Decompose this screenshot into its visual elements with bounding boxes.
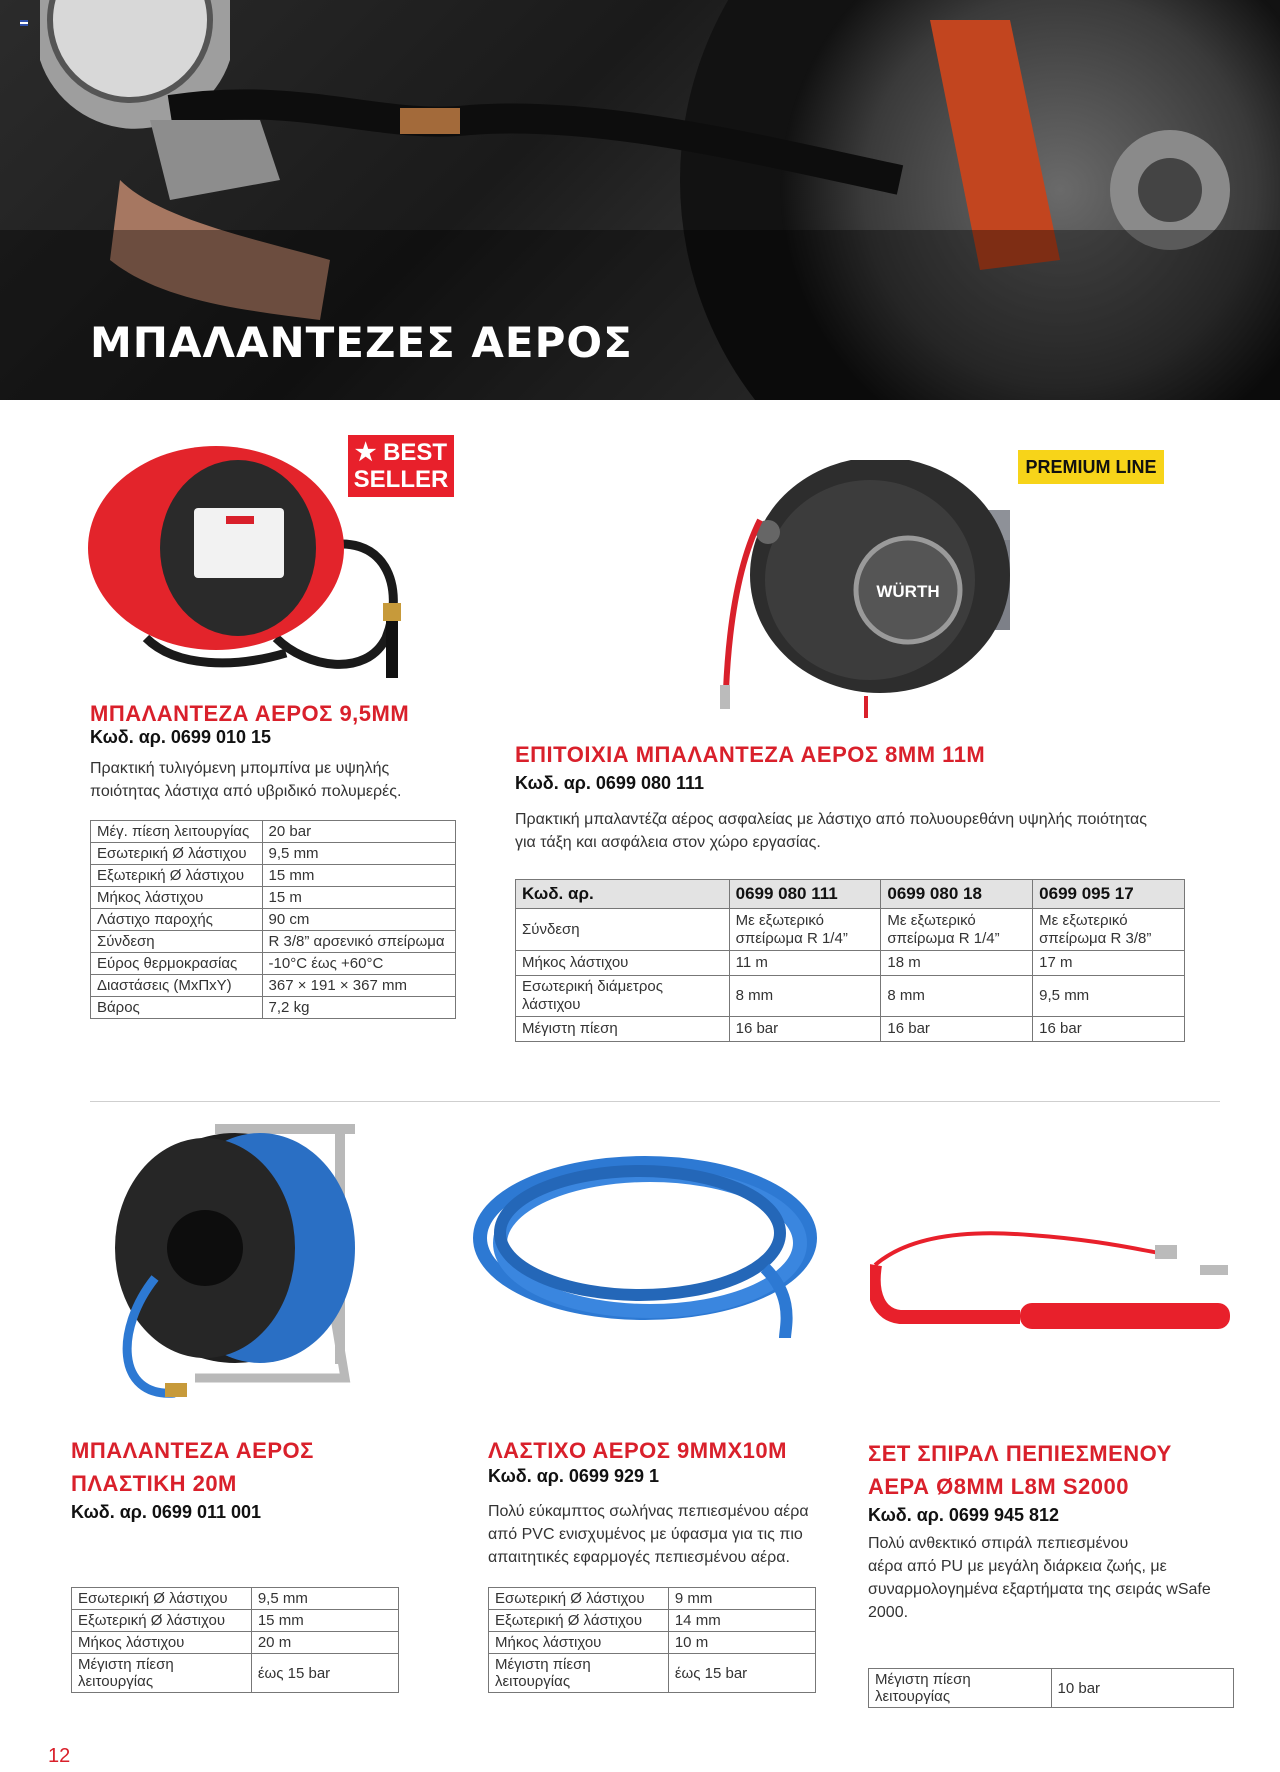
- comparison-value: 16 bar: [729, 1017, 881, 1042]
- comparison-label: Σύνδεση: [516, 909, 730, 951]
- spec-label: Μέγιστη πίεση λειτουργίας: [489, 1654, 669, 1693]
- spec-label: Εξωτερική Ø λάστιχου: [489, 1610, 669, 1632]
- spec-value: έως 15 bar: [668, 1654, 815, 1693]
- comparison-table: [515, 879, 1185, 1042]
- flag-icon: [20, 20, 28, 26]
- spec-row: [91, 931, 456, 953]
- product-title: ΜΠΑΛΑΝΤΕΖΑ ΑΕΡΟΣ 9,5ΜΜ: [90, 701, 410, 726]
- page-number: 12: [48, 1745, 71, 1767]
- comparison-value: Με εξωτερικό σπείρωμα R 1/4”: [881, 909, 1033, 951]
- comparison-value: 17 m: [1033, 951, 1185, 976]
- spec-value: 20 bar: [262, 821, 455, 843]
- spec-row: [91, 887, 456, 909]
- spec-label: Μήκος λάστιχου: [489, 1632, 669, 1654]
- spec-row: [72, 1610, 399, 1632]
- spec-value: 9 mm: [668, 1588, 815, 1610]
- product-title: ΕΠΙΤΟΙΧΙΑ ΜΠΑΛΑΝΤΕΖΑ ΑΕΡΟΣ 8ΜΜ 11Μ: [515, 742, 986, 767]
- spec-row: [489, 1588, 816, 1610]
- comparison-value: 18 m: [881, 951, 1033, 976]
- description-line: Πρακτική τυλιγόμενη μπομπίνα με υψηλής: [90, 760, 390, 777]
- best-seller-line2: SELLER: [353, 466, 449, 493]
- spec-row: [91, 909, 456, 931]
- spec-value: 10 bar: [1051, 1669, 1234, 1708]
- spec-row: [72, 1654, 399, 1693]
- spec-value: 15 mm: [251, 1610, 398, 1632]
- description-line: απαιτητικές εφαρμογές πεπιεσμένου αέρα.: [488, 1549, 790, 1566]
- product-code: Κωδ. αρ. 0699 011 001: [71, 1502, 262, 1522]
- product-code: Κωδ. αρ. 0699 010 15: [90, 727, 272, 747]
- spec-row: [91, 843, 456, 865]
- spec-value: 20 m: [251, 1632, 398, 1654]
- spec-table: [868, 1668, 1234, 1708]
- product-title: ΛΑΣΤΙΧΟ ΑΕΡΟΣ 9ΜΜΧ10Μ: [488, 1438, 787, 1463]
- comparison-header-cell: 0699 080 111: [729, 880, 881, 909]
- spec-value: -10°C έως +60°C: [262, 953, 455, 975]
- comparison-label: Μήκος λάστιχου: [516, 951, 730, 976]
- spec-table: [90, 820, 456, 1019]
- product-image-reel-wall: [720, 460, 1030, 725]
- spec-label: Εξωτερική Ø λάστιχου: [91, 865, 263, 887]
- product-description: [515, 808, 1147, 854]
- comparison-header-row: [516, 880, 1185, 909]
- spec-value: R 3/8” αρσενικό σπείρωμα: [262, 931, 455, 953]
- product-image-hose: [465, 1148, 830, 1348]
- title-line: ΠΛΑΣΤΙΚΗ 20Μ: [71, 1471, 237, 1496]
- spec-label: Σύνδεση: [91, 931, 263, 953]
- spec-row: [489, 1654, 816, 1693]
- comparison-row: [516, 1017, 1185, 1042]
- product-code: Κωδ. αρ. 0699 080 111: [515, 773, 705, 793]
- description-line: 2000.: [868, 1604, 909, 1621]
- comparison-label: Εσωτερική διάμετρος λάστιχου: [516, 976, 730, 1017]
- comparison-header-cell: 0699 080 18: [881, 880, 1033, 909]
- title-line: ΣΕΤ ΣΠΙΡΑΛ ΠΕΠΙΕΣΜΕΝΟΥ: [868, 1441, 1172, 1466]
- hero-banner: [0, 0, 1280, 400]
- comparison-row: [516, 951, 1185, 976]
- spec-row: [72, 1632, 399, 1654]
- description-line: Πολύ εύκαμπτος σωλήνας πεπιεσμένου αέρα: [488, 1503, 809, 1520]
- product-description: [868, 1532, 1211, 1624]
- spec-value: 10 m: [668, 1632, 815, 1654]
- spec-row: [489, 1610, 816, 1632]
- spec-label: Εσωτερική Ø λάστιχου: [489, 1588, 669, 1610]
- spec-label: Μέγιστη πίεση λειτουργίας: [869, 1669, 1052, 1708]
- spec-label: Μέγιστη πίεση λειτουργίας: [72, 1654, 252, 1693]
- title-line: ΑΕΡΑ Ø8ΜΜ L8M S2000: [868, 1474, 1129, 1499]
- spec-row: [91, 821, 456, 843]
- spec-value: 367 × 191 × 367 mm: [262, 975, 455, 997]
- comparison-header-cell: 0699 095 17: [1033, 880, 1185, 909]
- spec-value: 15 mm: [262, 865, 455, 887]
- spec-value: 15 m: [262, 887, 455, 909]
- spec-label: Εύρος θερμοκρασίας: [91, 953, 263, 975]
- description-line: αέρα από PU με μεγάλη διάρκεια ζωής, με: [868, 1558, 1167, 1575]
- spec-row: [72, 1588, 399, 1610]
- spec-value: έως 15 bar: [251, 1654, 398, 1693]
- spec-row: [91, 975, 456, 997]
- product-description: [488, 1500, 809, 1569]
- brand-logo: WÜRTH: [876, 582, 940, 601]
- title-line: ΜΠΑΛΑΝΤΕΖΑ ΑΕΡΟΣ: [71, 1438, 314, 1463]
- product-image-reel-plastic: [95, 1118, 365, 1408]
- spec-table: [71, 1587, 399, 1693]
- spec-row: [91, 997, 456, 1019]
- spec-value: 7,2 kg: [262, 997, 455, 1019]
- product-code: Κωδ. αρ. 0699 929 1: [488, 1466, 659, 1486]
- description-line: Πολύ ανθεκτικό σπιράλ πεπιεσμένου: [868, 1535, 1129, 1552]
- spec-row: [489, 1632, 816, 1654]
- product-description: [90, 757, 401, 803]
- description-line: ποιότητας λάστιχα από υβριδικό πολυμερές.: [90, 783, 402, 800]
- best-seller-badge: [348, 435, 454, 497]
- section-divider: [90, 1101, 1220, 1102]
- spec-label: Μήκος λάστιχου: [91, 887, 263, 909]
- description-line: από PVC ενισχυμένος με ύφασμα για τις πιο: [488, 1526, 803, 1543]
- best-seller-line1: ★ BEST: [354, 439, 448, 466]
- comparison-value: Με εξωτερικό σπείρωμα R 3/8”: [1033, 909, 1185, 951]
- spec-label: Εσωτερική Ø λάστιχου: [91, 843, 263, 865]
- comparison-row: [516, 976, 1185, 1017]
- product-code: Κωδ. αρ. 0699 945 812: [868, 1505, 1060, 1525]
- spec-label: Λάστιχο παροχής: [91, 909, 263, 931]
- product-image-spiral-hose: [870, 1225, 1235, 1335]
- description-line: για τάξη και ασφάλεια στον χώρο εργασίας.: [515, 834, 821, 851]
- comparison-row: [516, 909, 1185, 951]
- spec-table: [488, 1587, 816, 1693]
- comparison-value: 11 m: [729, 951, 881, 976]
- spec-row: [869, 1669, 1234, 1708]
- spec-row: [91, 953, 456, 975]
- description-line: Πρακτική μπαλαντέζα αέρος ασφαλείας με λάστιχο από πολυουρεθάνη υψηλής ποιότητας: [515, 811, 1147, 828]
- spec-label: Μέγ. πίεση λειτουργίας: [91, 821, 263, 843]
- product-title: [71, 1434, 314, 1500]
- comparison-header-cell: Κωδ. αρ.: [516, 880, 730, 909]
- spec-label: Μήκος λάστιχου: [72, 1632, 252, 1654]
- page-title: ΜΠΑΛΑΝΤΕΖΕΣ ΑΕΡΟΣ: [90, 318, 633, 367]
- comparison-value: 8 mm: [881, 976, 1033, 1017]
- comparison-value: 8 mm: [729, 976, 881, 1017]
- spec-value: 90 cm: [262, 909, 455, 931]
- spec-label: Διαστάσεις (ΜxΠxΥ): [91, 975, 263, 997]
- spec-row: [91, 865, 456, 887]
- comparison-value: 16 bar: [1033, 1017, 1185, 1042]
- description-line: συναρμολογημένα εξαρτήματα της σειράς wSafe: [868, 1581, 1211, 1598]
- spec-value: 9,5 mm: [262, 843, 455, 865]
- comparison-label: Μέγιστη πίεση: [516, 1017, 730, 1042]
- product-title: [868, 1437, 1172, 1503]
- spec-value: 9,5 mm: [251, 1588, 398, 1610]
- spec-value: 14 mm: [668, 1610, 815, 1632]
- premium-line-badge: PREMIUM LINE: [1018, 450, 1164, 484]
- comparison-value: 16 bar: [881, 1017, 1033, 1042]
- spec-label: Εξωτερική Ø λάστιχου: [72, 1610, 252, 1632]
- spec-label: Βάρος: [91, 997, 263, 1019]
- spec-label: Εσωτερική Ø λάστιχου: [72, 1588, 252, 1610]
- comparison-value: 9,5 mm: [1033, 976, 1185, 1017]
- comparison-value: Με εξωτερικό σπείρωμα R 1/4”: [729, 909, 881, 951]
